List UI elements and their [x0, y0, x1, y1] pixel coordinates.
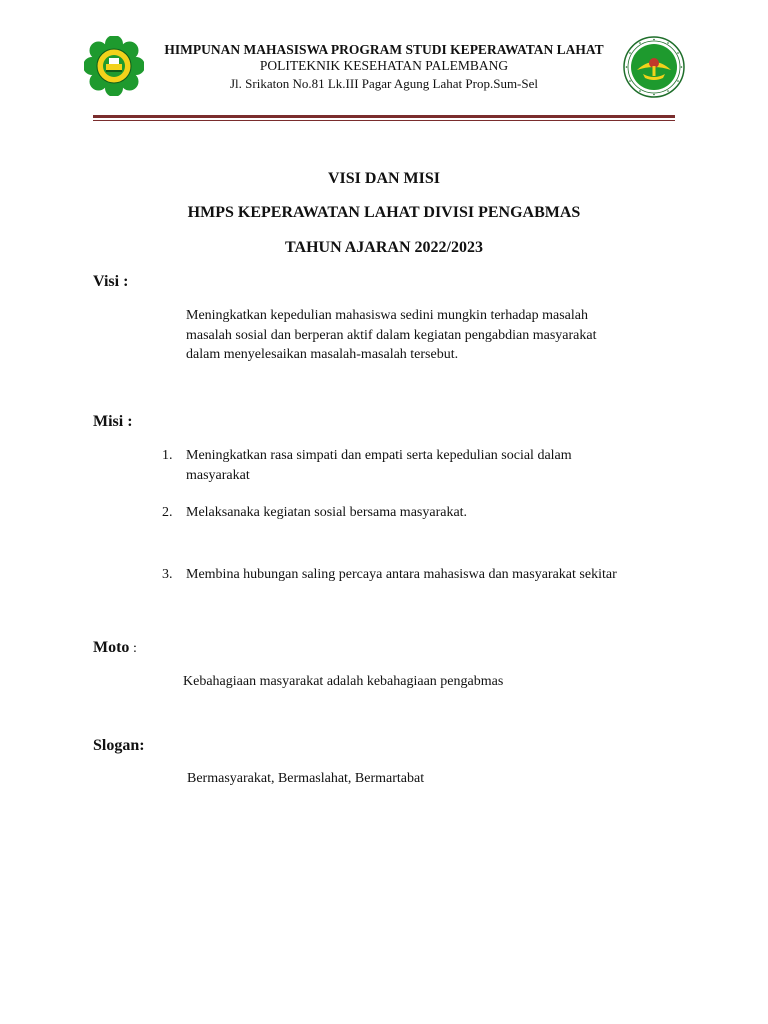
visi-text-line: Meningkatkan kepedulian mahasiswa sedini mungkin terhadap masalah [186, 308, 589, 323]
institution-name: POLITEKNIK KESEHATAN PALEMBANG [259, 58, 509, 73]
moto-colon: : [129, 641, 137, 656]
visi-text [186, 306, 656, 365]
academic-year-title: TAHUN AJARAN 2022/2023 [285, 239, 483, 256]
misi-item-line: masyarakat [186, 467, 250, 483]
document-title: VISI DAN MISI [327, 170, 441, 187]
visi-text-line: dalam menyelesaikan masalah-masalah tersebut. [186, 347, 459, 362]
document-subtitle: HMPS KEPERAWATAN LAHAT DIVISI PENGABMAS [187, 204, 581, 221]
misi-item-line: Melaksanaka kegiatan sosial bersama masyarakat. [186, 505, 468, 520]
misi-item-number: 1. [162, 448, 173, 463]
organization-name: HIMPUNAN MAHASISWA PROGRAM STUDI KEPERAWATAN LAHAT [164, 42, 604, 57]
misi-heading: Misi : [93, 413, 133, 430]
poltekkes-round-seal-icon [623, 36, 685, 98]
moto-heading [93, 639, 137, 657]
moto-label: Moto [93, 639, 130, 656]
misi-item-text [186, 503, 676, 523]
letterhead-divider-thin [93, 120, 675, 121]
visi-heading: Visi : [93, 273, 129, 290]
green-flower-emblem-icon [84, 36, 144, 96]
letterhead-divider-thick [93, 115, 675, 118]
misi-item-text [186, 565, 676, 585]
misi-item-line: Meningkatkan rasa simpati dan empati serta kepedulian social dalam [186, 448, 572, 463]
organization-address: Jl. Srikaton No.81 Lk.III Pagar Agung Lahat Prop.Sum-Sel [230, 76, 538, 91]
misi-item-number: 2. [162, 505, 173, 520]
slogan-heading: Slogan: [93, 737, 145, 754]
misi-item-text [186, 446, 676, 485]
misi-item-number: 3. [162, 567, 173, 582]
slogan-text: Bermasyarakat, Bermaslahat, Bermartabat [187, 771, 425, 786]
moto-text: Kebahagiaan masyarakat adalah kebahagiaan pengabmas [183, 674, 504, 689]
visi-text-line: masalah sosial dan berperan aktif dalam kegiatan pengabdian masyarakat [186, 327, 597, 343]
misi-item-line: Membina hubungan saling percaya antara mahasiswa dan masyarakat sekitar [186, 567, 617, 582]
